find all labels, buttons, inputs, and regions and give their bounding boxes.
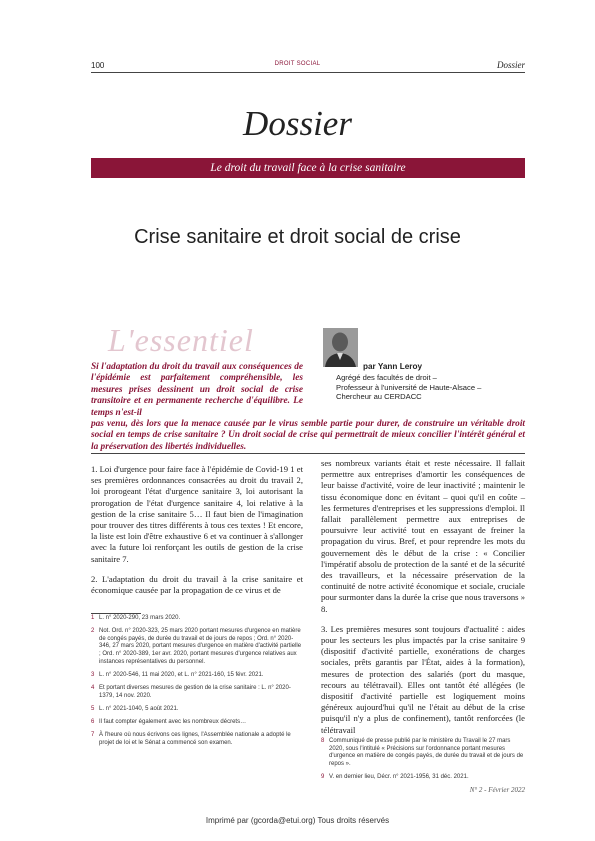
footnote-text: L. n° 2020-290, 23 mars 2020.: [99, 615, 181, 621]
body-column-left: [91, 464, 303, 605]
lead-paragraph-continued: pas venu, dès lors que la menace causée par le virus semble partie pour durer, de construire un véritable droit social en temps de crise sanitaire ? Un droit social de crise qui permettrait de mieux concilier l'intérêt général et la préservation des libertés individuelles.: [91, 419, 525, 452]
print-footer: Imprimé par (gcorda@etui.org) Tous droits réservés: [205, 816, 390, 825]
footnote-text: V. en dernier lieu, Décr. n° 2021-1956, 31 déc. 2021.: [329, 773, 469, 780]
author-photo: [323, 328, 358, 367]
footnote-rule: [91, 613, 141, 614]
affiliation-line: Chercheur au CERDACC: [336, 392, 422, 402]
body-paragraph: 1. Loi d'urgence pour faire face à l'épidémie de Covid-19 1 et ses premières ordonnances consacrées au droit du travail 2, loi prorogeant l'état d'urgence sanitaire 3, loi autorisant la prorogation de l'état d'urgence sanitaire 4, loi relative à la gestion de la crise sanitaire 5… Il faut bien de l'imagination pour trouver des titres différents à tous ces textes ! Et encore, la liste est loin d'être exhaustive 6 et va continuer à s'allonger avec la future loi renforçant les outils de gestion de la crise sanitaire 7.: [91, 464, 303, 564]
footnote-number: 7: [91, 732, 95, 739]
footnote-text: L. n° 2021-1040, 5 août 2021.: [99, 705, 179, 712]
dossier-title: Dossier: [243, 104, 352, 143]
affiliation-line: Professeur à l'université de Haute-Alsace –: [336, 382, 482, 392]
lead-paragraph: Si l'adaptation du droit du travail aux conséquences de l'épidémie est parfaitement compréhensible, les mesures prises dessinent un droit social de crise transitoire et en permanente recherche d'équilibre. Le temps n'est-il: [91, 362, 303, 418]
article-title: Crise sanitaire et droit social de crise: [134, 226, 461, 248]
footnote: [91, 706, 303, 714]
affiliation-line: Agrégé des facultés de droit –: [336, 373, 437, 382]
footnote-number: 1: [91, 615, 95, 621]
footnote-number: 3: [91, 671, 95, 678]
issue-number: N° 2 - Février 2022: [469, 786, 525, 794]
footnote-text: Il faut compter également avec les nombreux décrets…: [99, 718, 247, 725]
page-number: 100: [91, 61, 105, 70]
header-rule: [91, 72, 525, 73]
footnote-number: 4: [91, 684, 95, 691]
footnote-number: 2: [91, 628, 95, 635]
footnote-text: À l'heure où nous écrivons ces lignes, l'Assemblée nationale a adopté le projet de loi et le Sénat a commencé son examen.: [99, 732, 291, 746]
journal-name: DROIT SOCIAL: [274, 61, 321, 67]
footnote-text: Et portant diverses mesures de gestion de la crise sanitaire : L. n° 2020-1379, 14 nov. 2020.: [99, 684, 291, 699]
footnote-number: 9: [321, 773, 325, 780]
body-paragraph: ses nombreux variants était et reste nécessaire. Il fallait permettre aux entreprises d'amortir les conséquences de leur baisse d'activité, voire de leur inactivité ; maintenir le tissu économique donc en évitant – quoi qu'il en coûte – les fermetures d'entreprises et les suppressions d'emploi. Il fallait parallèlement permettre aux entreprises de poursuivre leur activité tout en essayant de freiner la propagation du virus. Bref, et pour reprendre les mots du gouvernement dès le début de la crise : « Concilier l'impératif absolu de protection de la santé et de la sécurité des travailleurs, et la nécessaire préservation de la continuité de notre activité économique et sociale, cruciale pour surmonter dans la durée la crise que nous traversons » 8.: [321, 458, 525, 614]
section-label: Dossier: [496, 60, 525, 70]
footnote-text: Communiqué de presse publié par le ministère du Travail le 27 mars 2020, sous l'intitulé « Précisions sur l'ordonnance portant mesures d'urgence en matière de congés payés, de durée du travail et de jours de repos ».: [329, 738, 524, 767]
footnote: [91, 628, 303, 666]
author-affiliation: [336, 373, 526, 402]
footnote: [91, 719, 303, 727]
footnotes-right: [321, 738, 525, 787]
dossier-theme-banner: Le droit du travail face à la crise sanitaire: [91, 158, 525, 178]
footnote-number: 5: [91, 705, 95, 712]
footnote: [321, 774, 525, 782]
footnote: [91, 672, 303, 680]
footnote: [321, 738, 525, 768]
footnote-text: L. n° 2020-546, 11 mai 2020, et L. n° 2021-160, 15 févr. 2021.: [99, 671, 264, 678]
essentiel-label: L'essentiel: [108, 322, 254, 358]
body-paragraph: 2. L'adaptation du droit du travail à la crise sanitaire et économique causée par la propagation de ce virus et de: [91, 573, 303, 596]
footnote: [91, 685, 303, 700]
footnote-text: Not. Ord. n° 2020-323, 25 mars 2020 portant mesures d'urgence en matière de congés payés, de durée du travail et de jours de repos ; Ord. n° 2020-346, 27 mars 2020, portant mesures d'urgence en matière d'activité partielle ; Ord. n° 2020-389, 1er avr. 2020, portant mesures d'urgence relatives aux instances représentatives du personnel.: [99, 628, 302, 665]
footnote: [91, 615, 303, 623]
footnote-number: 8: [321, 738, 325, 744]
footnote: [91, 732, 303, 747]
footnotes-left: [91, 615, 303, 753]
body-column-right: [321, 458, 525, 745]
body-paragraph: 3. Les premières mesures sont toujours d'actualité : aides pour les secteurs les plus impactés par la crise sanitaire 9 (dispositif d'activité partielle, exonérations de charges sociales, prêts garantis par l'État, aides à la formation), mesures de protection des salariés (port du masque, recours au télétravail). Elles ont tantôt été allégées (le dispositif d'activité partielle est logiquement moins généreux aujourd'hui qu'il ne l'était au début de la crise puisqu'il n'y a plus de confinement), tantôt renforcées (le télétravail: [321, 623, 525, 735]
footnote-number: 6: [91, 718, 95, 725]
body-rule: [91, 453, 525, 454]
author-name: par Yann Leroy: [363, 362, 423, 371]
